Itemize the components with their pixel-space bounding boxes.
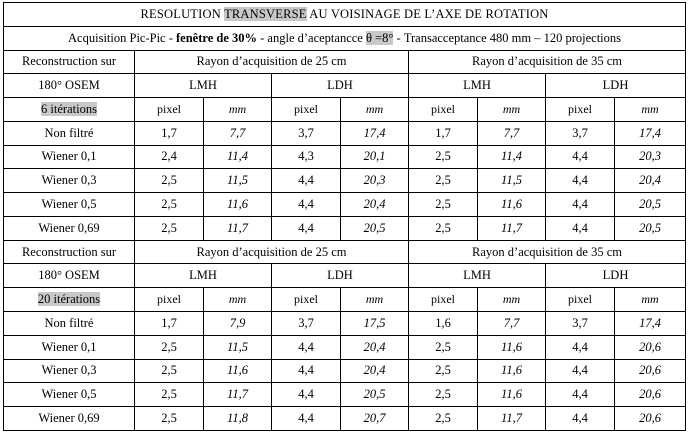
value-pixel: 2,5 (409, 193, 478, 217)
value-mm: 20,5 (615, 216, 686, 240)
value-pixel: 4,4 (546, 359, 615, 383)
value-mm: 20,4 (341, 335, 409, 359)
value-pixel: 2,5 (135, 335, 204, 359)
filter-label: Non filtré (4, 311, 135, 335)
table-row (4, 311, 686, 335)
value-mm: 11,6 (478, 193, 546, 217)
value-pixel: 4,4 (272, 383, 341, 407)
acquisition-parameters: Acquisition Pic-Pic - fenêtre de 30% - angle d’aceptancce θ =8° - Transacceptance 480 mm – 120 projections (4, 26, 686, 50)
value-mm: 7,7 (478, 121, 546, 145)
value-mm: 20,5 (341, 383, 409, 407)
value-mm: 11,4 (478, 145, 546, 169)
value-mm: 11,6 (478, 359, 546, 383)
value-mm: 7,7 (204, 121, 272, 145)
value-mm: 11,7 (204, 216, 272, 240)
unit-header: mm (615, 98, 686, 122)
section-label-line2: 180° OSEM (4, 74, 135, 98)
metric-header: LDH (546, 74, 686, 98)
section-label-line2: 180° OSEM (4, 264, 135, 288)
value-pixel: 3,7 (272, 311, 341, 335)
value-mm: 11,6 (204, 359, 272, 383)
filter-label: Wiener 0,3 (4, 169, 135, 193)
value-pixel: 4,4 (546, 216, 615, 240)
value-pixel: 2,5 (135, 193, 204, 217)
filter-label: Wiener 0,3 (4, 359, 135, 383)
value-pixel: 4,4 (546, 145, 615, 169)
section-label-line1: Reconstruction sur (4, 240, 135, 264)
value-pixel: 4,4 (546, 407, 615, 431)
unit-header: mm (341, 98, 409, 122)
table-row (4, 193, 686, 217)
value-pixel: 2,5 (135, 407, 204, 431)
value-mm: 20,4 (341, 193, 409, 217)
unit-header: mm (341, 288, 409, 312)
value-pixel: 2,5 (135, 169, 204, 193)
value-pixel: 4,4 (546, 169, 615, 193)
metric-header: LMH (135, 74, 272, 98)
radius-header: Rayon d’acquisition de 25 cm (135, 240, 409, 264)
value-pixel: 4,4 (272, 216, 341, 240)
value-mm: 20,5 (341, 216, 409, 240)
value-pixel: 4,4 (546, 383, 615, 407)
value-mm: 20,6 (615, 407, 686, 431)
filter-label: Wiener 0,1 (4, 335, 135, 359)
value-mm: 17,4 (615, 311, 686, 335)
value-pixel: 2,5 (409, 407, 478, 431)
metric-header: LDH (546, 264, 686, 288)
value-mm: 20,4 (341, 359, 409, 383)
value-mm: 20,7 (341, 407, 409, 431)
value-mm: 7,7 (478, 311, 546, 335)
value-mm: 11,7 (478, 407, 546, 431)
filter-label: Wiener 0,1 (4, 145, 135, 169)
value-mm: 11,6 (204, 193, 272, 217)
value-pixel: 2,5 (135, 383, 204, 407)
radius-header: Rayon d’acquisition de 25 cm (135, 50, 409, 74)
table-row (4, 145, 686, 169)
unit-header: pixel (546, 288, 615, 312)
metric-header: LMH (135, 264, 272, 288)
value-pixel: 3,7 (546, 121, 615, 145)
value-pixel: 4,4 (546, 193, 615, 217)
value-mm: 20,3 (341, 169, 409, 193)
unit-header: mm (478, 98, 546, 122)
radius-header: Rayon d’acquisition de 35 cm (409, 240, 686, 264)
table-row (4, 383, 686, 407)
value-mm: 11,6 (478, 335, 546, 359)
unit-header: pixel (546, 98, 615, 122)
unit-header: pixel (135, 288, 204, 312)
unit-header: pixel (409, 288, 478, 312)
value-pixel: 1,6 (409, 311, 478, 335)
value-mm: 7,9 (204, 311, 272, 335)
metric-header: LDH (272, 74, 409, 98)
table-row (4, 121, 686, 145)
value-pixel: 2,5 (135, 359, 204, 383)
value-pixel: 1,7 (135, 121, 204, 145)
value-mm: 20,1 (341, 145, 409, 169)
value-pixel: 4,4 (546, 335, 615, 359)
metric-header: LMH (409, 74, 546, 98)
value-pixel: 2,4 (135, 145, 204, 169)
filter-label: Wiener 0,69 (4, 407, 135, 431)
value-pixel: 2,5 (409, 145, 478, 169)
metric-header: LDH (272, 264, 409, 288)
value-mm: 11,7 (204, 383, 272, 407)
table-row (4, 169, 686, 193)
value-pixel: 4,4 (272, 407, 341, 431)
value-pixel: 4,4 (272, 193, 341, 217)
value-mm: 11,4 (204, 145, 272, 169)
value-pixel: 2,5 (409, 335, 478, 359)
value-pixel: 3,7 (272, 121, 341, 145)
table-row (4, 359, 686, 383)
unit-header: mm (478, 288, 546, 312)
iterations-label: 20 itérations (4, 288, 135, 312)
value-pixel: 3,7 (546, 311, 615, 335)
unit-header: mm (204, 288, 272, 312)
unit-header: pixel (135, 98, 204, 122)
value-pixel: 4,4 (272, 335, 341, 359)
unit-header: mm (204, 98, 272, 122)
value-pixel: 2,5 (409, 169, 478, 193)
value-mm: 17,5 (341, 311, 409, 335)
value-mm: 20,6 (615, 383, 686, 407)
value-pixel: 2,5 (409, 216, 478, 240)
radius-header: Rayon d’acquisition de 35 cm (409, 50, 686, 74)
value-pixel: 1,7 (409, 121, 478, 145)
resolution-table (3, 2, 686, 431)
value-pixel: 1,7 (135, 311, 204, 335)
section-label-line1: Reconstruction sur (4, 50, 135, 74)
value-mm: 11,5 (478, 169, 546, 193)
metric-header: LMH (409, 264, 546, 288)
value-mm: 11,6 (478, 383, 546, 407)
unit-header: pixel (272, 288, 341, 312)
value-mm: 20,3 (615, 145, 686, 169)
value-pixel: 2,5 (409, 383, 478, 407)
filter-label: Wiener 0,69 (4, 216, 135, 240)
value-pixel: 4,4 (272, 169, 341, 193)
value-mm: 11,5 (204, 169, 272, 193)
filter-label: Wiener 0,5 (4, 193, 135, 217)
iterations-label: 6 itérations (4, 98, 135, 122)
value-mm: 20,6 (615, 359, 686, 383)
value-mm: 17,4 (341, 121, 409, 145)
value-pixel: 2,5 (409, 359, 478, 383)
value-pixel: 2,5 (135, 216, 204, 240)
filter-label: Non filtré (4, 121, 135, 145)
title-highlight: TRANSVERSE (224, 6, 307, 21)
value-mm: 11,8 (204, 407, 272, 431)
table-row (4, 335, 686, 359)
unit-header: pixel (409, 98, 478, 122)
value-mm: 20,6 (615, 335, 686, 359)
value-mm: 20,4 (615, 169, 686, 193)
filter-label: Wiener 0,5 (4, 383, 135, 407)
value-mm: 11,7 (478, 216, 546, 240)
value-mm: 20,5 (615, 193, 686, 217)
table-row (4, 216, 686, 240)
value-pixel: 4,4 (272, 359, 341, 383)
value-mm: 17,4 (615, 121, 686, 145)
angle-highlight: θ =8° (365, 30, 394, 45)
value-mm: 11,5 (204, 335, 272, 359)
unit-header: mm (615, 288, 686, 312)
unit-header: pixel (272, 98, 341, 122)
table-row (4, 407, 686, 431)
value-pixel: 4,3 (272, 145, 341, 169)
table-title: RESOLUTION TRANSVERSE AU VOISINAGE DE L’AXE DE ROTATION (4, 3, 686, 27)
